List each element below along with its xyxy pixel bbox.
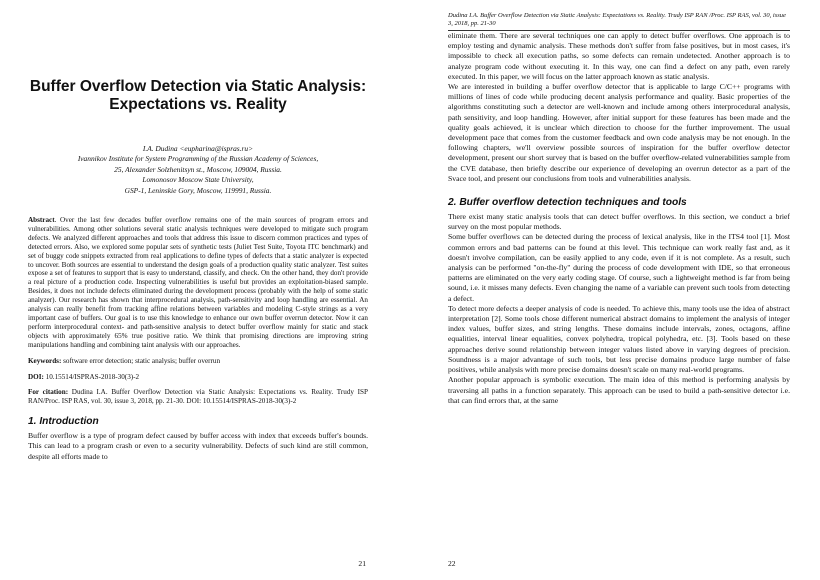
doi-text: 10.15514/ISPRAS-2018-30(3)-2 [43, 372, 140, 381]
running-header [448, 12, 790, 31]
abstract-text: . Over the last few decades buffer overflow remains one of the main sources of program errors and vulnerabilities. Among other solutions several static analysis techniques were developed to mitigate such program defects. We analyzed different approaches and tools that address this issue to discern common practices and types of detected errors. Also, we explored some popular sets of synthetic tests (Juliet Test Suite, Toyota ITC benchmark) and set of buggy code snippets extracted from real applications to define types of defects that a static analyzer is expected to uncover. Both sources are essential to understand the design goals of a production quality static analyzer. Test suites expose a set of features to support that is easy to understand, classify, and check. On the other hand, they don't provide a real picture of a production code. Inspecting vulnerabilities is useful but provides an exploitation-biased sample. Besides, it does not include defects eliminated during the development process (probably with the help of some static analyzer). Our research has shown that interprocedural analysis, path-sensitivity and loop handling are essential. An analysis can really benefit from tracking affine relations between variables and modeling C-style strings as a very important case of buffers. Our goal is to use this knowledge to enhance our own buffer overrun detector. Now it can perform interprocedural context- and path-sensitive analysis to detect buffer overflow mainly for static and stack objects with approximately 65% true positive ratio. We think that promising directions are improving string manipulations handling and combining taint analysis with our approaches. [28, 216, 368, 349]
citation [28, 388, 368, 406]
keywords [28, 357, 368, 366]
page-number: 21 [358, 559, 366, 568]
paragraph: eliminate them. There are several techniques one can apply to detect buffer overflows. One approach is to employ testing and dynamic analysis. These methods don't suffer from false positives, but in most cases, it's impossible to check all execution paths, so some defects can remain undetected. Another approach is to analyze program code without executing it. In this way, one can find a defect on any path, even rarely executed. In this paper, we will focus on the latter approach known as static analysis. [448, 31, 790, 81]
paragraph: Some buffer overflows can be detected during the process of lexical analysis, like in the ITS4 tool [1]. Most common errors and bad patterns can be found at this level. This technique can work really fast and, as it doesn't involve compilation, can be easily applied to any code, even if it is not complete. As a result, such analysis can be performed "on-the-fly" during the process of code development with IDE, so that erroneous patterns are eliminated on the very early coding stage. Of course, such a lightweight method is far from being sound, i.e. it misses many defects. Even changing the name of a variable can prevent such tools from detecting a defect. [448, 232, 790, 303]
section-heading-introduction: 1. Introduction [28, 416, 99, 428]
abstract [28, 216, 368, 350]
page-number: 22 [448, 559, 456, 568]
section-heading-techniques: 2. Buffer overflow detection techniques and tools [448, 197, 687, 209]
paragraph: We are interested in building a buffer overflow detector that is applicable to large C/C++ programs with millions of lines of code while producing decent analysis performance and quality. Basic properties of the algorithms constituting such a detector are well-known and include among others interprocedural analysis, path sensitivity, and loop handling. However, after initial support for these features has been made and the quality goals achieved, it is unclear which direction to choose for the further improvement. The usual development pace that comes from the customer feedback and own code analysis may be not enough. In the following chapters, we'll overview possible sources of inspiration for the buffer overflow detector development, present our short survey that is based on the buffer overflow-related vulnerabilities sample from the CVE database, then briefly describe our experience of developing an overrun detector as a part of the Svace tool, and present our conclusions from tools and vulnerabilities analysis. [448, 82, 790, 183]
paragraph: To detect more defects a deeper analysis of code is needed. To achieve this, many tools use the idea of abstract interpretation [2]. Some tools chose different numerical abstract domains to implement the analysis of integer index values, buffer sizes, and string lengths. These domains include intervals, zones, octagons, affine equalities, interval linear equalities, convex polyhedra, tropical polyhedra, etc. [3]. Tools based on these approaches derive sound relationship between integer values listed above in varying degrees of precision. Soundness is a major advantage of such tools, but less precise domains produce large number of false positives, while analysis with more precise domains doesn't scale on many real-world programs. [448, 303, 790, 375]
paragraph: There exist many static analysis tools that can detect buffer overflows. In this section, we conduct a brief survey on the most popular methods. [448, 212, 790, 232]
keywords-text: software error detection; static analysis; buffer overrun [61, 356, 221, 365]
doi-label: DOI: [28, 372, 44, 381]
abstract-label: Abstract [28, 216, 55, 225]
affiliation-line: Ivannikov Institute for System Programming of the Russian Academy of Sciences, [77, 154, 319, 164]
right-page [410, 0, 820, 580]
affiliation-line: I.A. Dudina <eupharina@ispras.ru> [142, 144, 254, 153]
running-header-text: Dudina I.A. Buffer Overflow Detection via Static Analysis: Expectations vs. Reality. Trudy ISP RAN /Proc. ISP RAS, vol. 30, issue 3, 2018, pp. 21-30 [448, 12, 786, 27]
introduction-text: Buffer overflow is a type of program defect caused by buffer access with index that exceeds buffer's bounds. This can lead to a program crash or even to a security vulnerability. Defects of such kind are still common, despite all efforts made to [28, 431, 368, 461]
paper-title: Buffer Overflow Detection via Static Analysis: Expectations vs. Reality [29, 78, 367, 113]
citation-label: For citation: [28, 388, 69, 397]
affiliation-line: Lomonosov Moscow State University, [142, 175, 254, 185]
paragraph: Another popular approach is symbolic execution. The main idea of this method is performing analysis by traversing all paths in a function separately. This approach can be used to build a path-sensitive detector i.e. that can find errors that, at the same [448, 375, 790, 405]
affiliation-line: GSP-1, Leninskie Gory, Moscow, 119991, Russia. [124, 185, 272, 195]
affiliation-line: 25, Alexander Solzhenitsyn st., Moscow, 109004, Russia. [114, 164, 282, 174]
citation-text: Dudina I.A. Buffer Overflow Detection via Static Analysis: Expectations vs. Reality. Trudy ISP RAN/Proc. ISP RAS, vol. 30, issue 3, 2018, pp. 21-30. DOI: 10.15514/ISPRAS-2018-30(3)-2 [28, 388, 368, 406]
author-affiliation [28, 144, 368, 196]
doi [28, 373, 368, 382]
keywords-label: Keywords: [28, 356, 62, 365]
